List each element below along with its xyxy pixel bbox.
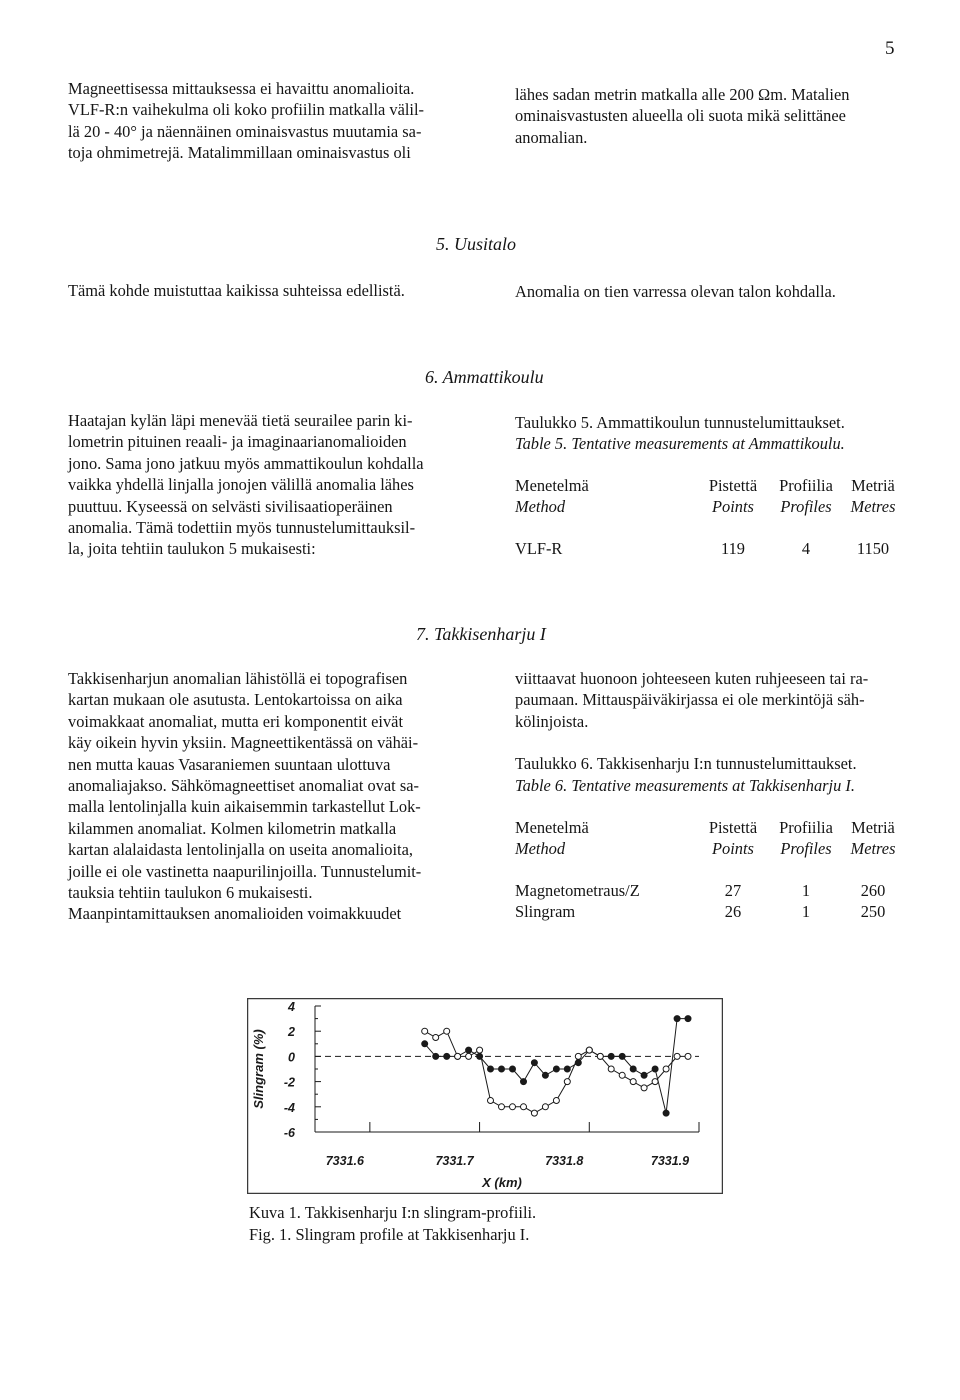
section7-right-paragraph: [515, 668, 907, 732]
data-point-open: [586, 1047, 592, 1053]
table-header-cell: Profiles: [780, 497, 832, 516]
text-line: lähes sadan metrin matkalla alle 200 Ωm. Matalien: [515, 85, 850, 104]
data-point-open: [575, 1053, 581, 1059]
table-header-cell: Metriä: [851, 818, 895, 837]
table-row: [515, 901, 903, 922]
data-point-filled: [674, 1016, 680, 1022]
y-tick-label: 4: [288, 1000, 295, 1014]
text-line: anomalian.: [515, 127, 588, 147]
data-point-filled: [433, 1053, 439, 1059]
table-cell: VLF-R: [515, 539, 563, 558]
table-cell: 1: [801, 902, 811, 921]
table-header-cell: Method: [515, 497, 566, 516]
text-line: kölinjoista.: [515, 711, 589, 731]
data-point-open: [542, 1104, 548, 1110]
table-header-cell: Points: [712, 497, 754, 516]
data-point-open: [619, 1072, 625, 1078]
table-cell: 26: [724, 902, 742, 921]
text-line: joille ei ole vastinetta naapurilinjoilla. Tunnustelumit-: [68, 861, 422, 881]
table-header-cell: Profiilia: [779, 476, 833, 495]
table-header-row: [515, 475, 903, 496]
table-header-cell: Pistettä: [708, 818, 758, 837]
text-line: anomalia. Tämä todettiin myös tunnustelumittauksil-: [68, 518, 416, 538]
intro-left-paragraph: [68, 78, 460, 164]
data-point-filled: [564, 1066, 570, 1072]
table-header-cell: Metres: [850, 839, 896, 858]
x-tick-label: 7331.8: [545, 1154, 584, 1168]
text-line: toja ohmimetrejä. Matalimmillaan ominaisvastus oli: [68, 143, 411, 163]
text-line: Magneettisessa mittauksessa ei havaittu anomalioita.: [68, 79, 415, 98]
data-point-open: [641, 1085, 647, 1091]
data-point-filled: [685, 1016, 691, 1022]
table-header-cell: Points: [712, 839, 754, 858]
x-tick-label: 7331.9: [650, 1154, 690, 1168]
data-point-open: [433, 1035, 439, 1041]
table-header-cell: Menetelmä: [515, 818, 589, 837]
table-5: [515, 475, 903, 559]
table-header-cell: Metres: [850, 497, 896, 516]
data-point-filled: [422, 1041, 428, 1047]
table6-caption-fi: Taulukko 6. Takkisenharju I:n tunnustelumittaukset.: [515, 754, 857, 773]
y-tick-label: -4: [283, 1100, 295, 1115]
table-cell: 1: [801, 881, 811, 900]
text-line: VLF-R:n vaihekulma oli koko profiilin matkalla välil-: [68, 100, 424, 120]
data-point-open: [630, 1079, 636, 1085]
data-point-open: [531, 1110, 537, 1116]
text-line: Haatajan kylän läpi menevää tietä seurailee parin ki-: [68, 411, 413, 430]
table-cell: 250: [860, 902, 886, 921]
data-point-open: [685, 1053, 691, 1059]
data-point-filled: [444, 1053, 450, 1059]
x-tick-label: 7331.6: [325, 1154, 364, 1168]
data-point-filled: [521, 1079, 527, 1085]
data-point-open: [510, 1104, 516, 1110]
data-point-filled: [488, 1066, 494, 1072]
intro-right-paragraph: [515, 84, 907, 148]
text-line: kartan mukaan ole asutusta. Lentokartoissa on aika: [68, 690, 403, 710]
data-point-open: [466, 1053, 472, 1059]
table-row: [515, 538, 903, 559]
x-tick-label: 7331.7: [435, 1154, 474, 1168]
data-point-filled: [652, 1066, 658, 1072]
text-line: puuttuu. Kyseessä on selvästi sivilisaatioperäinen: [68, 496, 393, 516]
text-line: jono. Sama jono jatkuu myös ammattikoulun kohdalla: [68, 453, 424, 473]
text-line: paumaan. Mittauspäiväkirjassa ei ole merkintöjä säh-: [515, 690, 865, 710]
section6-paragraph: [68, 410, 460, 560]
data-point-open: [488, 1098, 494, 1104]
slingram-profile-chart: [247, 998, 723, 1194]
text-line: ominaisvastusten alueella oli suota mikä selittänee: [515, 106, 846, 126]
table-cell: Slingram: [515, 902, 576, 921]
data-point-filled: [630, 1066, 636, 1072]
data-point-open: [553, 1098, 559, 1104]
data-point-open: [652, 1079, 658, 1085]
table-header-cell: Pistettä: [708, 476, 758, 495]
table-header-row-en: [515, 496, 903, 517]
table-header-cell: Profiilia: [779, 818, 833, 837]
y-tick-label: -6: [283, 1126, 295, 1140]
text-line: Takkisenharjun anomalian lähistöllä ei topografisen: [68, 669, 408, 688]
data-point-filled: [553, 1066, 559, 1072]
table-row: [515, 880, 903, 901]
x-axis-label: X (km): [482, 1175, 522, 1190]
data-point-filled: [641, 1072, 647, 1078]
figure-caption-en: Fig. 1. Slingram profile at Takkisenharju I.: [249, 1225, 530, 1244]
data-point-filled: [608, 1053, 614, 1059]
data-point-filled: [542, 1072, 548, 1078]
text-line: viittaavat huonoon johteeseen kuten ruhjeeseen tai ra-: [515, 669, 869, 688]
data-point-filled: [510, 1066, 516, 1072]
text-line: Maanpintamittauksen anomalioiden voimakkuudet: [68, 904, 402, 924]
table-cell: Magnetometraus/Z: [515, 881, 640, 900]
data-point-open: [422, 1028, 428, 1034]
data-point-open: [608, 1066, 614, 1072]
data-point-open: [597, 1053, 603, 1059]
table6-caption-en: Table 6. Tentative measurements at Takkisenharju I.: [515, 776, 855, 795]
data-point-filled: [663, 1110, 669, 1116]
figure-caption-fi: Kuva 1. Takkisenharju I:n slingram-profiili.: [249, 1203, 537, 1222]
data-point-open: [455, 1053, 461, 1059]
text-line: käy oikein hyvin yksiin. Magneettikentässä on vähäi-: [68, 733, 419, 753]
table-cell: 119: [721, 539, 745, 558]
table-cell: 4: [801, 539, 811, 558]
table-header-cell: Metriä: [851, 476, 895, 495]
section5-right-text: Anomalia on tien varressa olevan talon kohdalla.: [515, 282, 836, 301]
data-point-open: [663, 1066, 669, 1072]
text-line: la, joita tehtiin taulukon 5 mukaisesti:: [68, 539, 316, 559]
section5-left-text: Tämä kohde muistuttaa kaikissa suhteissa edellistä.: [68, 281, 405, 300]
table-header-cell: Method: [515, 839, 566, 858]
text-line: malla lentolinjalla kuin aikaisemmin tarkastellut Lok-: [68, 797, 421, 817]
data-point-filled: [499, 1066, 505, 1072]
section-heading-uusitalo: 5. Uusitalo: [436, 234, 517, 254]
data-point-open: [499, 1104, 505, 1110]
page-number: 5: [885, 38, 895, 59]
text-line: lometrin pituinen reaali- ja imaginaarianomalioiden: [68, 432, 407, 452]
y-tick-label: 0: [288, 1050, 295, 1065]
data-point-filled: [619, 1053, 625, 1059]
table-cell: 27: [724, 881, 742, 900]
text-line: lä 20 - 40° ja näennäinen ominaisvastus muutamia sa-: [68, 121, 422, 141]
table-header-row-en: [515, 838, 903, 859]
text-line: kilammen anomaliat. Kolmen kilometrin matkalla: [68, 818, 397, 838]
y-tick-label: 2: [288, 1025, 295, 1040]
table-cell: 260: [860, 881, 886, 900]
data-point-open: [674, 1053, 680, 1059]
data-point-open: [477, 1047, 483, 1053]
table-cell: 1150: [856, 539, 890, 558]
text-line: kartan alalaidasta lentolinjalla on useita anomalioita,: [68, 840, 413, 860]
data-point-open: [444, 1028, 450, 1034]
text-line: nen mutta kauas Vasaraniemen suuntaan ulottuva: [68, 754, 391, 774]
text-line: vaikka yhdellä linjalla jonojen välillä anomalia lähes: [68, 475, 414, 495]
data-point-filled: [531, 1060, 537, 1066]
section-heading-ammattikoulu: 6. Ammattikoulu: [425, 367, 544, 387]
data-point-filled: [466, 1047, 472, 1053]
table-header-cell: Profiles: [780, 839, 832, 858]
section-heading-takkisenharju: 7. Takkisenharju I: [416, 624, 546, 644]
table-header-row: [515, 817, 903, 838]
section7-paragraph: [68, 668, 460, 925]
text-line: voimakkaat anomaliat, mutta eri komponentit eivät: [68, 711, 403, 731]
y-axis-label: Slingram (%): [251, 1029, 266, 1109]
data-point-open: [521, 1104, 527, 1110]
text-line: tauksia tehtiin taulukon 6 mukaisesti.: [68, 883, 313, 903]
data-point-open: [564, 1079, 570, 1085]
text-line: anomaliajakso. Sähkömagneettiset anomaliat ovat sa-: [68, 776, 419, 796]
table5-caption-en: Table 5. Tentative measurements at Ammattikoulu.: [515, 434, 845, 453]
table-6: [515, 817, 903, 922]
table5-caption-fi: Taulukko 5. Ammattikoulun tunnustelumittaukset.: [515, 413, 845, 432]
table-header-cell: Menetelmä: [515, 476, 589, 495]
y-tick-label: -2: [283, 1075, 295, 1090]
